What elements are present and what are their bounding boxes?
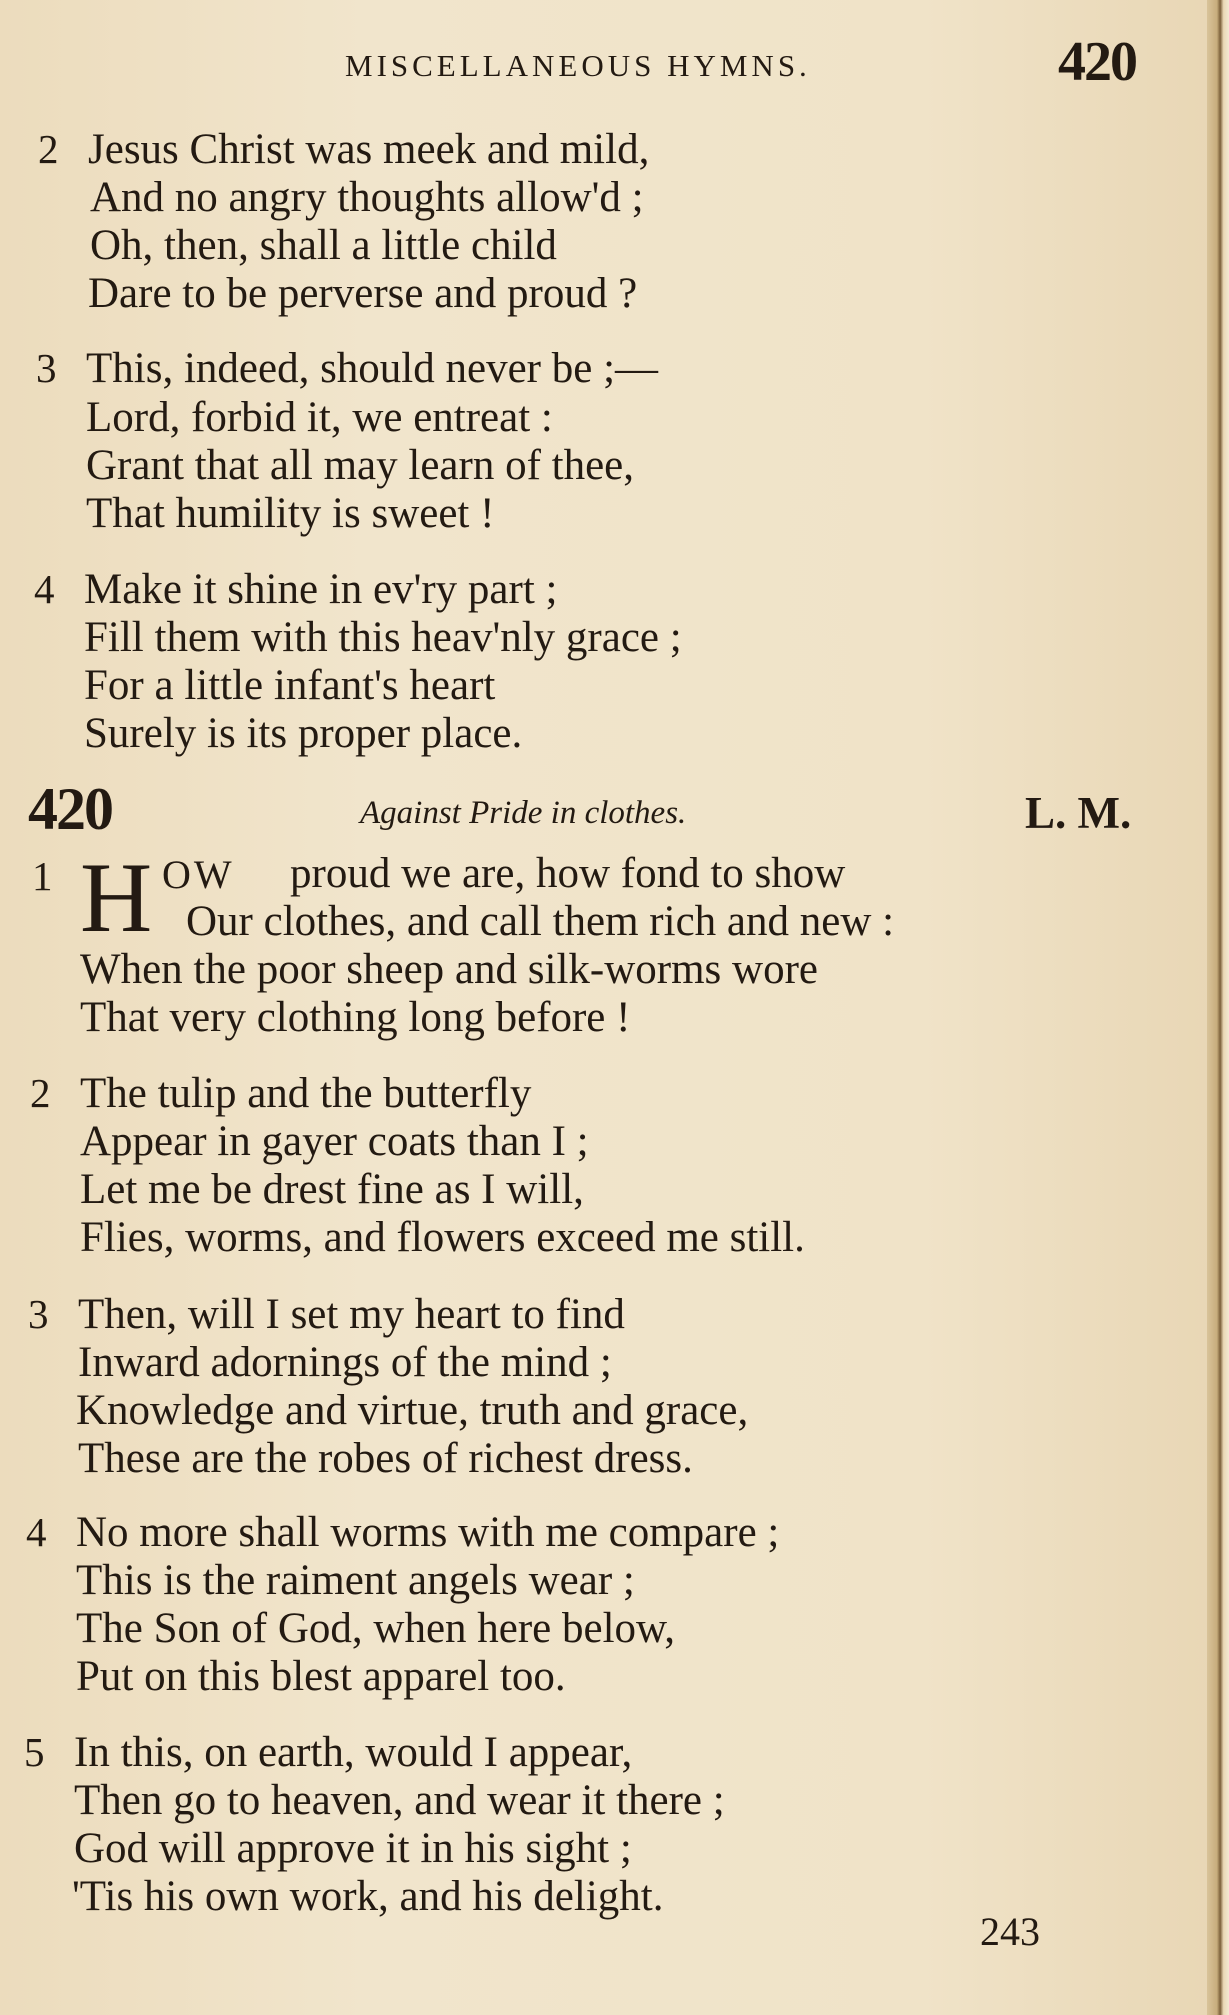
verse-line: Flies, worms, and flowers exceed me still. xyxy=(80,1214,805,1261)
verse-line: In this, on earth, would I appear, xyxy=(74,1729,633,1776)
hymn-title: Against Pride in clothes. xyxy=(360,795,687,831)
verse-line: Appear in gayer coats than I ; xyxy=(80,1118,589,1165)
verse-line: And no angry thoughts allow'd ; xyxy=(90,174,644,221)
verse-line: This is the raiment angels wear ; xyxy=(76,1557,635,1604)
stanza-number: 2 xyxy=(30,1070,51,1116)
hymn-header xyxy=(0,775,1180,855)
header-hymn-number: 420 xyxy=(1058,31,1136,93)
stanza-number: 2 xyxy=(38,126,59,172)
verse-line: These are the robes of richest dress. xyxy=(78,1435,693,1482)
hymn-number: 420 xyxy=(28,776,112,842)
page-number: 243 xyxy=(980,1909,1040,1954)
stanza-number: 4 xyxy=(34,566,55,612)
verse-line: Oh, then, shall a little child xyxy=(90,222,557,269)
verse-line: Put on this blest apparel too. xyxy=(76,1653,566,1700)
verse-line: That humility is sweet ! xyxy=(86,490,495,537)
verse-line: This, indeed, should never be ;— xyxy=(86,345,659,392)
verse-line: The tulip and the butterfly xyxy=(80,1070,532,1117)
verse-line: Jesus Christ was meek and mild, xyxy=(88,126,650,173)
verse-line: 'Tis his own work, and his delight. xyxy=(72,1873,664,1920)
verse-line: Then, will I set my heart to find xyxy=(78,1291,625,1338)
verse-line: When the poor sheep and silk-worms wore xyxy=(80,946,818,993)
stanza-number: 3 xyxy=(28,1291,49,1337)
verse-line: For a little infant's heart xyxy=(84,662,496,709)
verse-line: Dare to be perverse and proud ? xyxy=(88,270,638,317)
verse-line: Knowledge and virtue, truth and grace, xyxy=(76,1387,749,1434)
verse-line: Surely is its proper place. xyxy=(84,710,523,757)
verse-line: Lord, forbid it, we entreat : xyxy=(86,394,553,441)
verse-line: That very clothing long before ! xyxy=(80,994,631,1041)
stanza-number: 5 xyxy=(24,1729,45,1775)
verse-line: Our clothes, and call them rich and new : xyxy=(186,898,895,945)
hymn-meter: L. M. xyxy=(1025,788,1132,838)
verse-line: Fill them with this heav'nly grace ; xyxy=(84,614,682,661)
verse-line: The Son of God, when here below, xyxy=(76,1605,676,1652)
first-word-rest: OW xyxy=(162,852,235,897)
running-head: MISCELLANEOUS HYMNS. xyxy=(345,48,811,83)
verse-line: proud we are, how fond to show xyxy=(290,850,846,897)
page-edge xyxy=(1207,0,1229,2015)
stanza-number: 1 xyxy=(32,853,53,899)
verse-line: Inward adornings of the mind ; xyxy=(78,1339,612,1386)
verse-line: Grant that all may learn of thee, xyxy=(86,442,635,489)
stanza-number: 4 xyxy=(26,1509,47,1555)
verse-line: Then go to heaven, and wear it there ; xyxy=(74,1777,725,1824)
verse-line: Let me be drest fine as I will, xyxy=(80,1166,584,1213)
verse-line: Make it shine in ev'ry part ; xyxy=(84,566,558,613)
drop-cap: H xyxy=(80,842,153,953)
verse-line: No more shall worms with me compare ; xyxy=(76,1509,780,1556)
stanza-number: 3 xyxy=(36,345,57,391)
verse-line: God will approve it in his sight ; xyxy=(74,1825,632,1872)
